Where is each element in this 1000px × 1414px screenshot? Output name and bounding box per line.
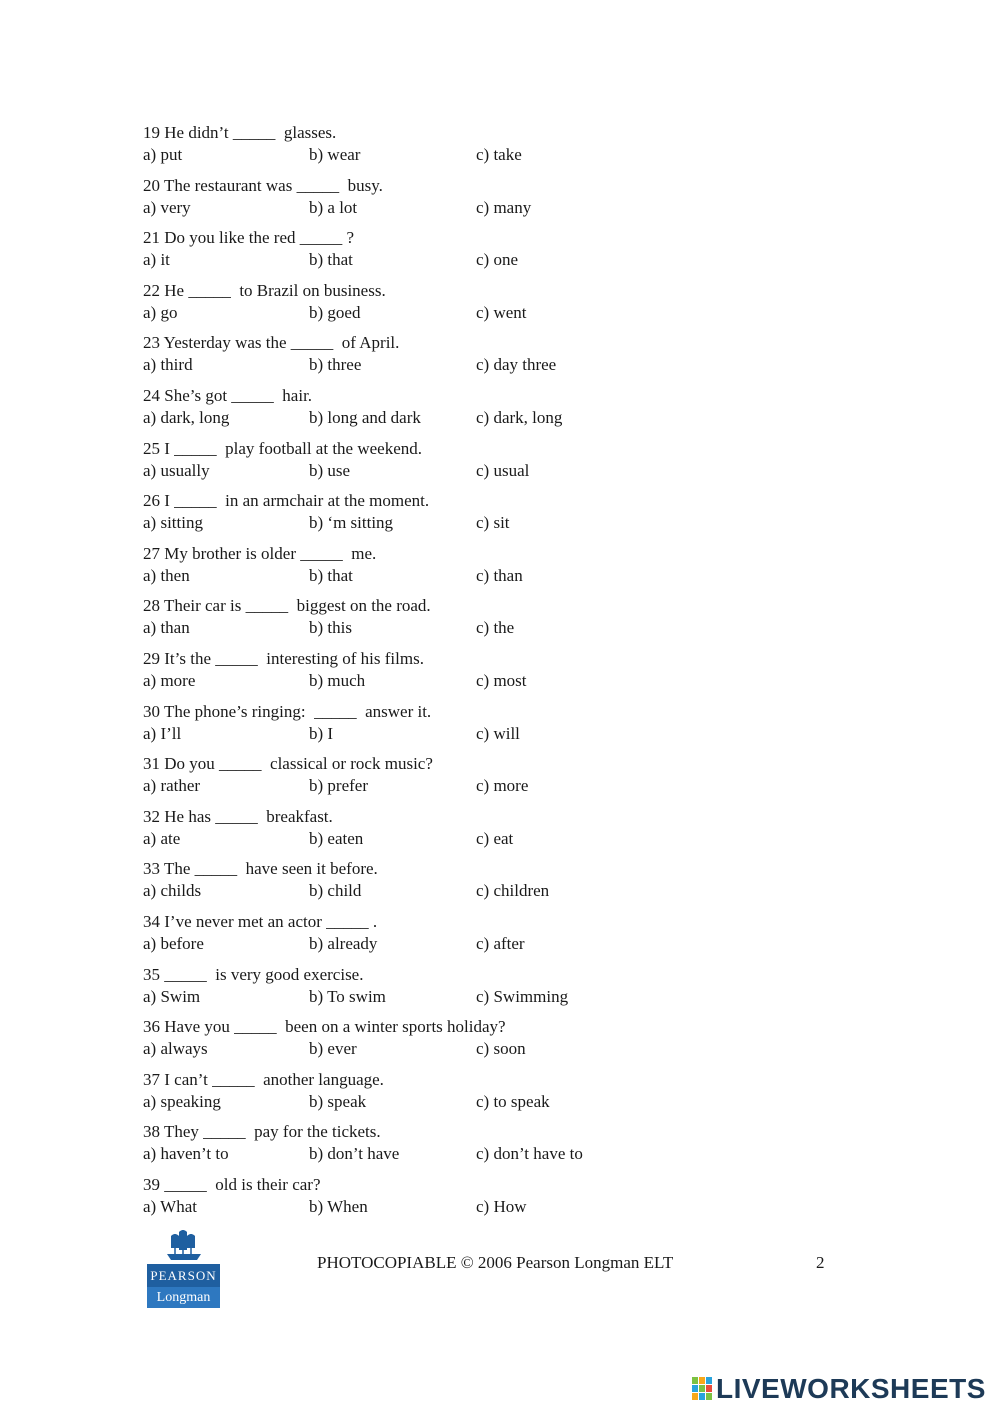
- question-stem: 33 The _____ have seen it before.: [143, 859, 378, 879]
- question-stem: 19 He didn’t _____ glasses.: [143, 123, 337, 142]
- option-b: b) that: [309, 250, 353, 270]
- option-a: a) haven’t to: [143, 1144, 229, 1164]
- option-b: b) child: [309, 881, 362, 901]
- answer-options: [143, 828, 843, 850]
- question-list: [143, 122, 843, 1226]
- option-a: a) speaking: [143, 1091, 221, 1111]
- question-item: [143, 648, 843, 701]
- option-c: c) sit: [476, 513, 510, 533]
- question-stem: 28 Their car is _____ biggest on the road.: [143, 596, 431, 616]
- answer-options: [143, 512, 843, 534]
- answer-options: [143, 933, 843, 955]
- question-stem: 39 _____ old is their car?: [143, 1174, 321, 1194]
- option-b: b) already: [309, 933, 378, 953]
- option-a: a) than: [143, 618, 190, 638]
- question-stem: 24 She’s got _____ hair.: [143, 385, 313, 405]
- option-c: c) Swimming: [476, 986, 569, 1006]
- answer-options: [143, 723, 843, 745]
- page-number: 2: [816, 1253, 825, 1272]
- answer-options: [143, 617, 843, 639]
- option-c: c) more: [476, 776, 529, 796]
- question-item: [143, 438, 843, 491]
- question-stem: 36 Have you _____ been on a winter sports holiday?: [143, 1017, 506, 1037]
- question-stem: 21 Do you like the red _____ ?: [143, 228, 355, 248]
- option-c: c) after: [476, 933, 525, 953]
- option-b: b) goed: [309, 302, 361, 322]
- option-c: c) will: [476, 723, 520, 743]
- option-b: b) prefer: [309, 776, 368, 796]
- answer-options: [143, 775, 843, 797]
- question-item: [143, 543, 843, 596]
- question-item: [143, 1069, 843, 1122]
- ship-icon: [147, 1226, 220, 1264]
- option-a: a) sitting: [143, 513, 203, 533]
- logo-pearson-text: PEARSON: [147, 1264, 220, 1287]
- question-item: [143, 701, 843, 754]
- liveworksheets-tiles-icon: [692, 1377, 714, 1401]
- question-item: [143, 595, 843, 648]
- question-stem: 23 Yesterday was the _____ of April.: [143, 333, 400, 353]
- question-stem: 32 He has _____ breakfast.: [143, 806, 333, 826]
- option-c: c) take: [476, 145, 522, 164]
- option-a: a) before: [143, 933, 204, 953]
- question-stem: 37 I can’t _____ another language.: [143, 1069, 384, 1089]
- option-a: a) What: [143, 1196, 197, 1216]
- option-c: c) dark, long: [476, 407, 563, 427]
- option-b: b) eaten: [309, 828, 364, 848]
- question-stem: 27 My brother is older _____ me.: [143, 543, 377, 563]
- question-stem: 38 They _____ pay for the tickets.: [143, 1122, 381, 1142]
- answer-options: [143, 565, 843, 587]
- option-a: a) dark, long: [143, 407, 230, 427]
- answer-options: [143, 144, 843, 166]
- option-b: b) that: [309, 565, 353, 585]
- option-a: a) more: [143, 670, 196, 690]
- question-item: [143, 858, 843, 911]
- question-item: [143, 280, 843, 333]
- question-item: [143, 227, 843, 280]
- answer-options: [143, 460, 843, 482]
- option-a: a) very: [143, 197, 191, 217]
- option-c: c) one: [476, 250, 519, 270]
- question-item: [143, 122, 843, 175]
- option-c: c) children: [476, 881, 550, 901]
- option-c: c) usual: [476, 460, 530, 480]
- answer-options: [143, 986, 843, 1008]
- answer-options: [143, 1196, 843, 1218]
- question-item: [143, 175, 843, 228]
- option-a: a) third: [143, 355, 193, 375]
- question-stem: 35 _____ is very good exercise.: [143, 964, 364, 984]
- answer-options: [143, 302, 843, 324]
- question-stem: 20 The restaurant was _____ busy.: [143, 175, 383, 195]
- question-stem: 31 Do you _____ classical or rock music?: [143, 754, 433, 774]
- option-b: b) ever: [309, 1039, 357, 1059]
- question-item: [143, 806, 843, 859]
- question-stem: 30 The phone’s ringing: _____ answer it.: [143, 701, 432, 721]
- option-b: b) three: [309, 355, 362, 375]
- option-a: a) then: [143, 565, 190, 585]
- option-b: b) don’t have: [309, 1144, 400, 1164]
- option-b: b) When: [309, 1196, 368, 1216]
- option-c: c) soon: [476, 1039, 526, 1059]
- question-item: [143, 753, 843, 806]
- option-a: a) Swim: [143, 986, 201, 1006]
- question-stem: 29 It’s the _____ interesting of his films.: [143, 648, 424, 668]
- option-a: a) always: [143, 1039, 208, 1059]
- option-c: c) many: [476, 197, 532, 217]
- answer-options: [143, 197, 843, 219]
- pearson-longman-logo: [147, 1226, 220, 1308]
- answer-options: [143, 1091, 843, 1113]
- option-c: c) don’t have to: [476, 1144, 583, 1164]
- option-a: a) rather: [143, 776, 201, 796]
- option-a: a) put: [143, 145, 183, 164]
- option-a: a) usually: [143, 460, 210, 480]
- option-a: a) it: [143, 250, 170, 270]
- question-item: [143, 911, 843, 964]
- liveworksheets-text: LIVEWORKSHEETS: [716, 1373, 986, 1404]
- option-b: b) To swim: [309, 986, 386, 1006]
- option-c: c) How: [476, 1196, 527, 1216]
- question-stem: 25 I _____ play football at the weekend.: [143, 438, 423, 458]
- option-a: a) I’ll: [143, 723, 182, 743]
- option-c: c) than: [476, 565, 523, 585]
- question-item: [143, 385, 843, 438]
- option-b: b) a lot: [309, 197, 358, 217]
- option-c: c) went: [476, 302, 527, 322]
- option-c: c) the: [476, 618, 515, 638]
- answer-options: [143, 249, 843, 271]
- answer-options: [143, 1143, 843, 1165]
- question-item: [143, 1016, 843, 1069]
- option-a: a) ate: [143, 828, 181, 848]
- answer-options: [143, 880, 843, 902]
- option-b: b) this: [309, 618, 352, 638]
- question-item: [143, 1121, 843, 1174]
- option-b: b) I: [309, 723, 334, 743]
- option-b: b) ‘m sitting: [309, 513, 394, 533]
- question-stem: 22 He _____ to Brazil on business.: [143, 280, 386, 300]
- option-b: b) wear: [309, 145, 361, 164]
- option-b: b) long and dark: [309, 407, 421, 427]
- question-item: [143, 1174, 843, 1227]
- option-a: a) go: [143, 302, 178, 322]
- option-c: c) eat: [476, 828, 514, 848]
- question-stem: 26 I _____ in an armchair at the moment.: [143, 491, 430, 511]
- option-b: b) use: [309, 460, 351, 480]
- option-c: c) day three: [476, 355, 557, 375]
- question-item: [143, 332, 843, 385]
- question-item: [143, 964, 843, 1017]
- answer-options: [143, 354, 843, 376]
- option-c: c) to speak: [476, 1091, 550, 1111]
- option-b: b) much: [309, 670, 366, 690]
- copyright-text: PHOTOCOPIABLE © 2006 Pearson Longman ELT: [317, 1253, 674, 1272]
- answer-options: [143, 1038, 843, 1060]
- answer-options: [143, 407, 843, 429]
- option-b: b) speak: [309, 1091, 367, 1111]
- question-item: [143, 490, 843, 543]
- option-a: a) childs: [143, 881, 202, 901]
- question-stem: 34 I’ve never met an actor _____ .: [143, 911, 378, 931]
- option-c: c) most: [476, 670, 527, 690]
- answer-options: [143, 670, 843, 692]
- logo-longman-text: Longman: [147, 1287, 220, 1308]
